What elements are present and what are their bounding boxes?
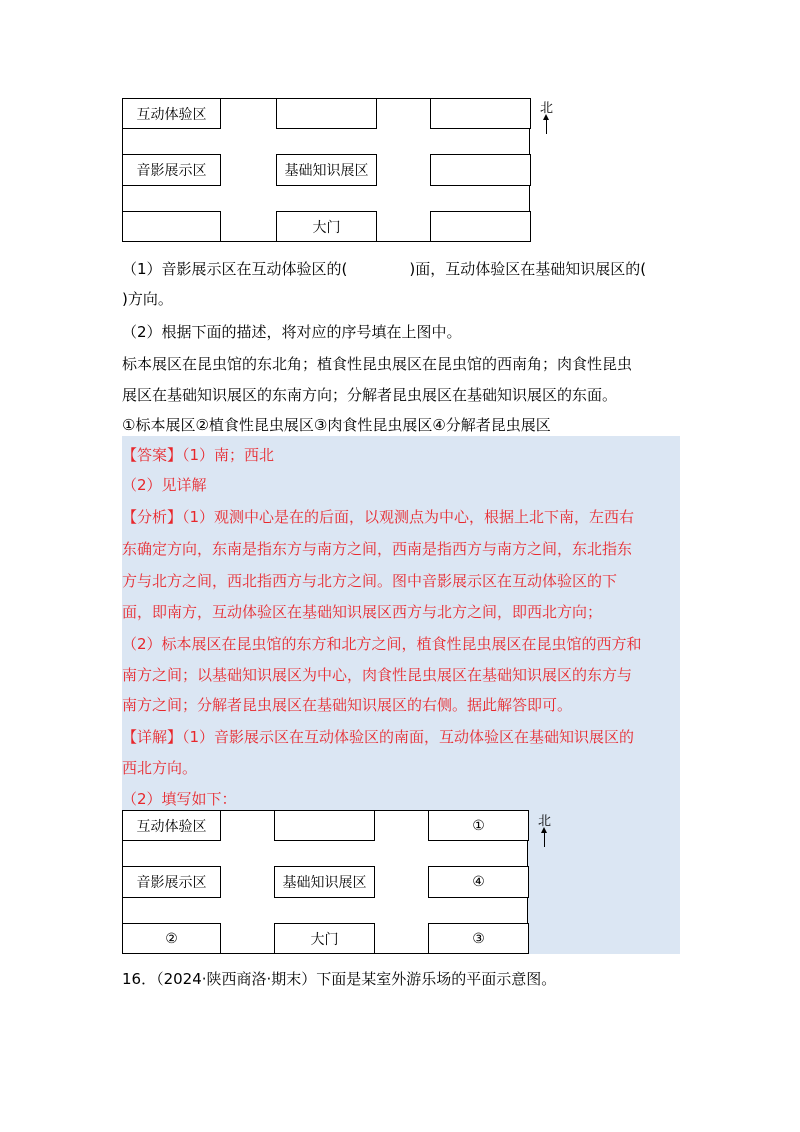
detail-line-1: 【详解】（1）音影展示区在互动体验区的南面，互动体验区在基础知识展区的 <box>122 728 635 746</box>
map1-cell-r2c2: 基础知识展区 <box>276 154 377 186</box>
north-arrow-icon <box>544 831 546 847</box>
map2-cell-r3c1: ② <box>122 923 221 954</box>
question-1-end: )方向。 <box>122 290 173 308</box>
map1-cell-r3c1 <box>122 211 221 242</box>
north-indicator-1 <box>540 102 553 134</box>
map-1 <box>122 98 530 242</box>
next-question: 16．（2024·陕西商洛·期末）下面是某室外游乐场的平面示意图。 <box>122 970 557 988</box>
map2-cell-r1c3: ① <box>428 810 529 841</box>
map1-cell-r1c3 <box>430 98 531 129</box>
options-list: ①标本展区②植食性昆虫展区③肉食性昆虫展区④分解者昆虫展区 <box>122 416 551 434</box>
north-label: 北 <box>540 101 554 116</box>
map2-cell-r3c3: ③ <box>428 923 529 954</box>
map1-cell-r1c2 <box>276 98 377 129</box>
question-1: （1）音影展示区在互动体验区的( )面，互动体验区在基础知识展区的( <box>122 260 647 278</box>
map1-cell-r3c3 <box>430 211 531 242</box>
analysis-line-7: 南方之间；分解者昆虫展区在基础知识展区的右侧。据此解答即可。 <box>122 696 573 714</box>
answer-line-1: 【答案】（1）南；西北 <box>122 446 275 464</box>
north-indicator-2 <box>538 815 551 847</box>
answer-line-2: （2）见详解 <box>122 476 207 494</box>
fill-label: （2）填写如下： <box>122 790 237 808</box>
map1-cell-r1c1: 互动体验区 <box>122 98 221 129</box>
map2-cell-r2c1: 音影展示区 <box>122 866 221 898</box>
analysis-line-2: 东确定方向，东南是指东方与南方之间，西南是指西方与南方之间，东北指东 <box>122 540 633 558</box>
map1-cell-r3c2: 大门 <box>276 211 377 242</box>
question-2: （2）根据下面的描述，将对应的序号填在上图中。 <box>122 323 462 341</box>
analysis-line-1: 【分析】（1）观测中心是在的后面，以观测点为中心，根据上北下南，左西右 <box>122 508 635 526</box>
map-2 <box>122 810 528 954</box>
map2-cell-r2c2: 基础知识展区 <box>274 866 375 898</box>
map2-cell-r1c1: 互动体验区 <box>122 810 221 841</box>
analysis-line-3: 方与北方之间，西北指西方与北方之间。图中音影展示区在互动体验区的下 <box>122 572 618 590</box>
map2-cell-r2c3: ④ <box>428 866 529 898</box>
analysis-line-4: 面，即南方，互动体验区在基础知识展区西方与北方之间，即西北方向； <box>122 603 603 621</box>
description-line-2: 展区在基础知识展区的东南方向；分解者昆虫展区在基础知识展区的东面。 <box>122 386 618 404</box>
description-line-1: 标本展区在昆虫馆的东北角；植食性昆虫展区在昆虫馆的西南角；肉食性昆虫 <box>122 355 633 373</box>
analysis-line-6: 南方之间；以基础知识展区为中心，肉食性昆虫展区在基础知识展区的东方与 <box>122 666 633 684</box>
map1-cell-r2c1: 音影展示区 <box>122 154 221 186</box>
map2-cell-r3c2: 大门 <box>274 923 375 954</box>
map1-cell-r2c3 <box>430 154 531 186</box>
map2-cell-r1c2 <box>274 810 375 841</box>
analysis-line-5: （2）标本展区在昆虫馆的东方和北方之间，植食性昆虫展区在昆虫馆的西方和 <box>122 635 642 653</box>
detail-line-2: 西北方向。 <box>122 759 198 777</box>
north-arrow-icon <box>546 118 548 134</box>
north-label: 北 <box>538 814 552 829</box>
